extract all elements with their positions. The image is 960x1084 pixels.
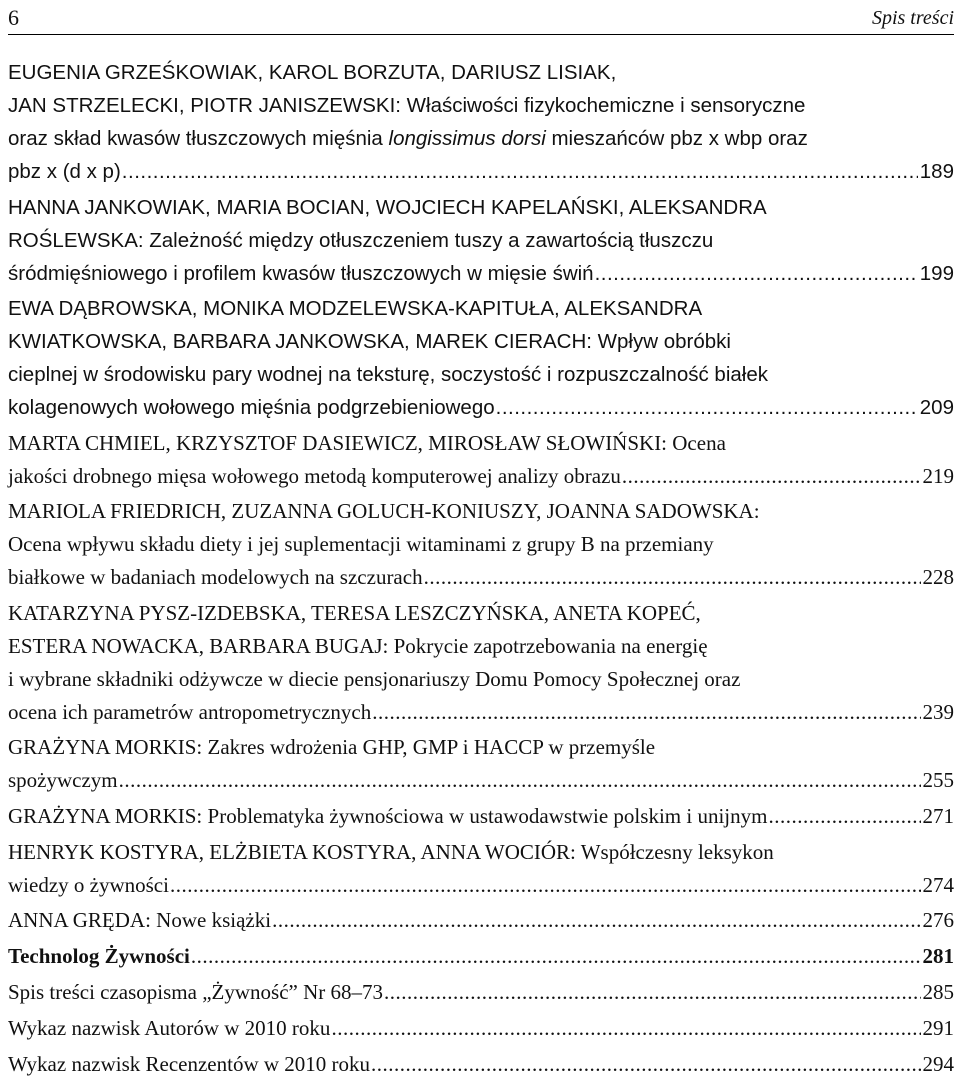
toc-entry[interactable]: [8, 597, 954, 729]
toc-entry[interactable]: [8, 1048, 954, 1081]
toc-entry[interactable]: [8, 427, 954, 493]
page-ref: 271: [922, 803, 954, 828]
toc-entry[interactable]: [8, 976, 954, 1009]
page-ref: 294: [922, 1052, 954, 1076]
dot-leader: [331, 1012, 920, 1045]
page-ref: 276: [922, 908, 954, 932]
page-header: [8, 2, 954, 35]
entry-last-line: [8, 764, 954, 797]
entry-line: [8, 122, 954, 155]
toc-entry[interactable]: [8, 800, 954, 833]
toc-entry[interactable]: [8, 1012, 954, 1045]
page-ref: 239: [922, 699, 954, 724]
entry-last-line: [8, 800, 954, 833]
page-ref: 285: [922, 980, 954, 1004]
entry-last-line: [8, 869, 954, 902]
dot-leader: [622, 460, 921, 493]
entry-line: MARIOLA FRIEDRICH, ZUZANNA GOLUCH-KONIUSZY, JOANNA SADOWSKA:: [8, 499, 760, 523]
entry-last-line: [8, 257, 954, 290]
entry-last-line: [8, 904, 954, 937]
dot-leader: [768, 800, 920, 833]
entry-last-line: [8, 1012, 954, 1045]
entry-line: JAN STRZELECKI, PIOTR JANISZEWSKI: Właściwości fizykochemiczne i sensoryczne: [8, 94, 806, 117]
entry-last-line: [8, 561, 954, 594]
entry-last-line: [8, 976, 954, 1009]
entry-last-line: [8, 696, 954, 729]
entry-last-line: [8, 1048, 954, 1081]
entry-line: białkowe w badaniach modelowych na szczurach: [8, 565, 423, 589]
entry-line: MARTA CHMIEL, KRZYSZTOF DASIEWICZ, MIROSŁAW SŁOWIŃSKI: Ocena: [8, 430, 726, 455]
entry-line: Spis treści czasopisma „Żywność” Nr 68–73: [8, 980, 383, 1004]
entry-last-line: [8, 391, 954, 424]
page-ref: 281: [922, 944, 954, 968]
dot-leader: [170, 869, 921, 902]
toc-entry[interactable]: [8, 495, 954, 594]
entry-line: i wybrane składniki odżywcze w diecie pensjonariuszy Domu Pomocy Społecznej oraz: [8, 666, 741, 691]
entry-line: cieplnej w środowisku pary wodnej na teksturę, soczystość i rozpuszczalność białek: [8, 363, 768, 386]
entry-line: spożywczym: [8, 768, 118, 792]
entry-line: ROŚLEWSKA: Zależność między otłuszczeniem tuszy a zawartością tłuszczu: [8, 228, 714, 252]
page-ref: 255: [922, 768, 954, 792]
page-ref: 189: [919, 160, 954, 183]
entry-italic-text: longissimus dorsi: [388, 127, 546, 150]
toc-entry[interactable]: [8, 191, 954, 290]
entry-line: Wykaz nazwisk Recenzentów w 2010 roku: [8, 1052, 371, 1076]
entry-last-line: [8, 460, 954, 493]
entry-line: kolagenowych wołowego mięśnia podgrzebieniowego: [8, 396, 495, 419]
entry-line: ESTERA NOWACKA, BARBARA BUGAJ: Pokrycie zapotrzebowania na energię: [8, 633, 708, 658]
entry-text: mieszańców pbz x wbp oraz: [545, 127, 808, 150]
entry-line: ocena ich parametrów antropometrycznych: [8, 699, 372, 724]
dot-leader: [372, 696, 920, 729]
toc-entry[interactable]: [8, 731, 954, 797]
page-ref: 209: [919, 396, 954, 419]
toc-entry[interactable]: [8, 836, 954, 902]
entry-line: GRAŻYNA MORKIS: Zakres wdrożenia GHP, GMP i HACCP w przemyśle: [8, 735, 656, 759]
dot-leader: [595, 257, 918, 290]
entry-last-line: [8, 940, 954, 973]
entry-line: HENRYK KOSTYRA, ELŻBIETA KOSTYRA, ANNA WOCIÓR: Współczesny leksykon: [8, 839, 774, 864]
entry-line: śródmięśniowego i profilem kwasów tłuszczowych w mięsie świń: [8, 261, 594, 285]
entry-line: HANNA JANKOWIAK, MARIA BOCIAN, WOJCIECH KAPELAŃSKI, ALEKSANDRA: [8, 195, 767, 219]
entry-line: GRAŻYNA MORKIS: Problematyka żywnościowa w ustawodawstwie polskim i unijnym: [8, 803, 768, 828]
toc-entry[interactable]: [8, 292, 954, 424]
toc-entry[interactable]: [8, 940, 954, 973]
entry-line: wiedzy o żywności: [8, 872, 169, 897]
entry-line: Ocena wpływu składu diety i jej suplementacji witaminami z grupy B na przemiany: [8, 532, 714, 556]
dot-leader: [119, 764, 921, 797]
dot-leader: [191, 940, 921, 973]
entry-line: ANNA GRĘDA: Nowe książki: [8, 908, 272, 932]
entry-last-line: [8, 155, 954, 188]
page-ref: 228: [922, 565, 954, 589]
page-number: 6: [8, 5, 19, 30]
dot-leader: [384, 976, 921, 1009]
dot-leader: [424, 561, 921, 594]
entry-line: Wykaz nazwisk Autorów w 2010 roku: [8, 1016, 331, 1040]
entry-line: EWA DĄBROWSKA, MONIKA MODZELEWSKA-KAPITUŁA, ALEKSANDRA: [8, 297, 703, 320]
running-title: Spis treści: [871, 7, 954, 29]
entry-line: KATARZYNA PYSZ-IZDEBSKA, TERESA LESZCZYŃSKA, ANETA KOPEĆ,: [8, 600, 701, 625]
toc-entry[interactable]: [8, 904, 954, 937]
dot-leader: [371, 1048, 920, 1081]
page-ref: 199: [919, 261, 954, 285]
page-ref: 291: [922, 1016, 954, 1040]
entry-line: Technolog Żywności: [8, 944, 190, 968]
toc-entry[interactable]: [8, 56, 954, 188]
entry-text: oraz skład kwasów tłuszczowych mięśnia: [8, 127, 389, 150]
page-ref: 219: [922, 463, 954, 488]
dot-leader: [496, 391, 918, 424]
dot-leader: [122, 155, 918, 188]
entry-line: pbz x (d x p): [8, 160, 121, 183]
table-of-contents: [8, 56, 954, 1084]
entry-line: KWIATKOWSKA, BARBARA JANKOWSKA, MAREK CIERACH: Wpływ obróbki: [8, 330, 731, 353]
page-ref: 274: [922, 872, 954, 897]
entry-line: EUGENIA GRZEŚKOWIAK, KAROL BORZUTA, DARIUSZ LISIAK,: [8, 61, 617, 84]
dot-leader: [272, 904, 920, 937]
entry-line: jakości drobnego mięsa wołowego metodą komputerowej analizy obrazu: [8, 463, 621, 488]
